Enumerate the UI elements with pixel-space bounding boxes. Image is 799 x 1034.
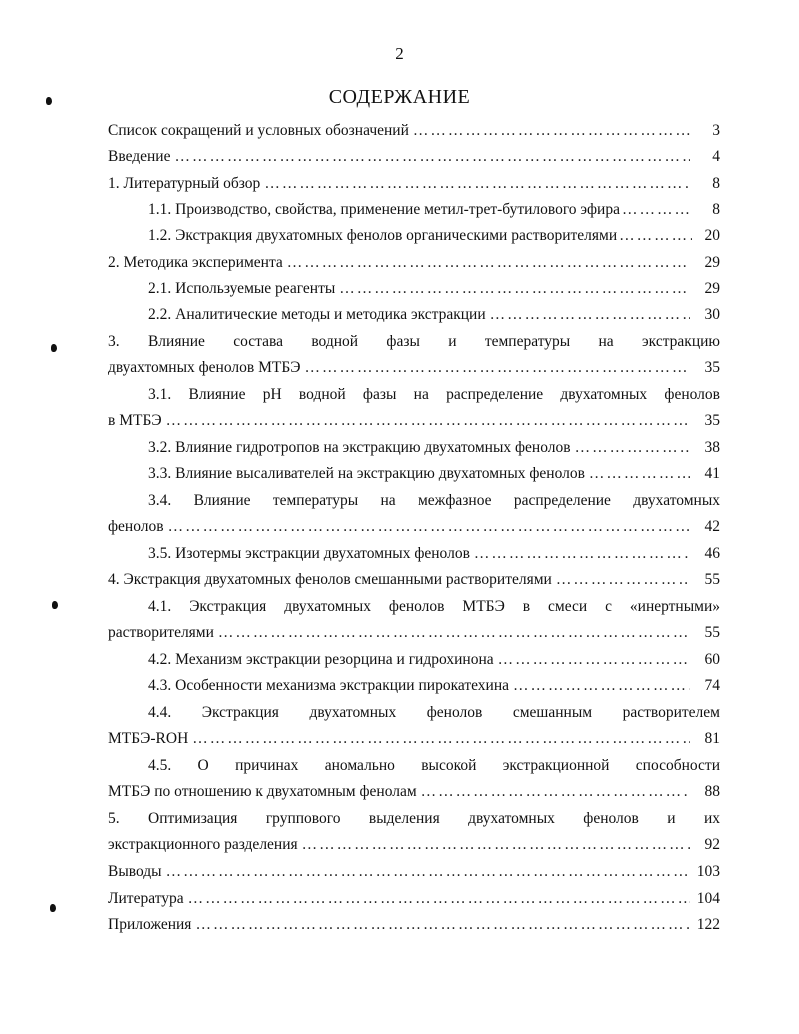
toc-entry-title: 1.1. Производство, свойства, применение метил-трет-бутилового эфира <box>148 201 620 218</box>
toc-entry-page: 81 <box>704 730 720 747</box>
toc-leader <box>498 647 690 673</box>
toc-entry-page: 8 <box>712 175 720 192</box>
toc-leader <box>421 779 690 805</box>
toc-entry-page: 30 <box>704 306 720 323</box>
toc-entry[interactable] <box>108 302 720 328</box>
toc-entry-title-line2: экстракционного разделения <box>108 836 298 853</box>
toc-entry-page: 42 <box>704 518 720 535</box>
toc-entry-title: 4.3. Особенности механизма экстракции пирокатехина <box>148 677 510 694</box>
toc-leader <box>218 620 690 646</box>
toc-entry-title: 4. Экстракция двухатомных фенолов смешанными растворителями <box>108 571 552 588</box>
toc-leader <box>264 171 690 197</box>
toc-entry-page: 55 <box>704 571 720 588</box>
toc-entry-title-line1: 5. Оптимизация группового выделения двухатомных фенолов и их <box>108 810 720 827</box>
toc-entry[interactable] <box>108 567 720 593</box>
toc-entry[interactable] <box>108 912 720 938</box>
toc-leader <box>304 355 690 381</box>
toc-leader <box>339 276 690 302</box>
toc-entry-title-line2: растворителями <box>108 624 214 641</box>
toc-entry[interactable] <box>108 435 720 461</box>
toc-entry-title-line1: 3.1. Влияние pH водной фазы на распределение двухатомных фенолов <box>148 386 720 403</box>
toc-entry-page: 122 <box>696 916 720 933</box>
toc-leader <box>168 514 690 540</box>
toc-entry-title: Приложения <box>108 916 192 933</box>
toc-entry[interactable] <box>108 223 720 249</box>
toc-entry-title: 2.1. Используемые реагенты <box>148 280 336 297</box>
margin-mark <box>50 904 56 912</box>
toc-entry-page: 46 <box>704 545 720 562</box>
toc-leader <box>195 912 690 938</box>
toc-entry-page: 55 <box>704 624 720 641</box>
toc-entry-title-line2: МТБЭ-ROH <box>108 730 189 747</box>
page-number: 2 <box>395 44 404 63</box>
toc-entry[interactable] <box>108 859 720 885</box>
toc-entry[interactable] <box>108 171 720 197</box>
toc-entry-page: 92 <box>704 836 720 853</box>
toc-leader <box>192 726 690 752</box>
toc-entry[interactable] <box>108 461 720 487</box>
toc-leader <box>474 541 690 567</box>
toc-entry-title-line2: МТБЭ по отношению к двухатомным фенолам <box>108 783 417 800</box>
toc-leader <box>174 144 690 170</box>
toc-entry-title-line1: 3.4. Влияние температуры на межфазное распределение двухатомных <box>148 492 720 509</box>
toc-entry-title: 2. Методика эксперимента <box>108 254 283 271</box>
toc-entry[interactable] <box>108 886 720 912</box>
toc-entry-page: 29 <box>704 280 720 297</box>
toc-entry-page: 41 <box>704 465 720 482</box>
toc-entry[interactable] <box>108 647 720 673</box>
toc-entry-title: Введение <box>108 148 171 165</box>
toc-entry-title: 1. Литературный обзор <box>108 175 261 192</box>
toc-entry[interactable] <box>108 118 720 144</box>
toc-entry-title: Литература <box>108 890 184 907</box>
toc-leader <box>287 250 690 276</box>
toc-entry[interactable] <box>108 541 720 567</box>
toc-entry-title-line2: фенолов <box>108 518 164 535</box>
toc-entry[interactable] <box>108 197 720 223</box>
toc-entry-title-line1: 3. Влияние состава водной фазы и температуры на экстракцию <box>108 333 720 350</box>
toc-entry-title-line1: 4.1. Экстракция двухатомных фенолов МТБЭ в смеси с «инертными» <box>148 598 720 615</box>
toc-entry-page: 20 <box>704 227 720 244</box>
toc-leader <box>490 302 690 328</box>
toc-leader <box>188 886 690 912</box>
toc-entry-page: 8 <box>712 201 720 218</box>
toc-leader <box>166 408 690 434</box>
toc-entry-page: 88 <box>704 783 720 800</box>
toc-entry-page: 38 <box>704 439 720 456</box>
toc-leader <box>575 435 690 461</box>
toc-entry-title: 2.2. Аналитические методы и методика экстракции <box>148 306 486 323</box>
toc-entry-page: 74 <box>704 677 720 694</box>
toc-leader <box>556 567 690 593</box>
toc-entry-page: 3 <box>712 122 720 139</box>
page-title: СОДЕРЖАНИЕ <box>328 86 471 108</box>
toc-entry-page: 4 <box>712 148 720 165</box>
toc-leader <box>622 197 692 223</box>
toc-entry-title: 4.2. Механизм экстракции резорцина и гидрохинона <box>148 651 494 668</box>
toc-entry[interactable] <box>108 673 720 699</box>
toc-entry-title: 3.2. Влияние гидротропов на экстракцию двухатомных фенолов <box>148 439 571 456</box>
toc-leader <box>413 118 690 144</box>
toc-entry[interactable] <box>108 250 720 276</box>
toc-leader <box>166 859 690 885</box>
toc-entry-title: Список сокращений и условных обозначений <box>108 122 409 139</box>
toc-entry-title: 3.5. Изотермы экстракции двухатомных фенолов <box>148 545 470 562</box>
toc-entry[interactable] <box>108 276 720 302</box>
toc-entry-page: 35 <box>704 412 720 429</box>
toc-leader <box>589 461 690 487</box>
toc-entry-page: 104 <box>696 890 720 907</box>
toc-entry-title-line2: в МТБЭ <box>108 412 162 429</box>
toc-leader <box>619 223 692 249</box>
toc-entry-title-line2: двуахтомных фенолов МТБЭ <box>108 359 301 376</box>
toc-entry-page: 35 <box>704 359 720 376</box>
margin-mark <box>46 97 52 105</box>
toc-leader <box>513 673 690 699</box>
toc-entry-page: 29 <box>704 254 720 271</box>
margin-mark <box>52 601 58 609</box>
toc-entry-title: Выводы <box>108 863 162 880</box>
toc-entry-page: 60 <box>704 651 720 668</box>
toc-leader <box>302 832 690 858</box>
toc-entry-page: 103 <box>696 863 720 880</box>
toc-entry-title-line1: 4.5. О причинах аномально высокой экстракционной способности <box>148 757 720 774</box>
margin-mark <box>51 344 57 352</box>
toc-entry[interactable] <box>108 144 720 170</box>
toc-entry-title: 1.2. Экстракция двухатомных фенолов органическими растворителями <box>148 227 618 244</box>
toc-entry-title-line1: 4.4. Экстракция двухатомных фенолов смешанным растворителем <box>148 704 720 721</box>
toc-entry-title: 3.3. Влияние высаливателей на экстракцию двухатомных фенолов <box>148 465 585 482</box>
